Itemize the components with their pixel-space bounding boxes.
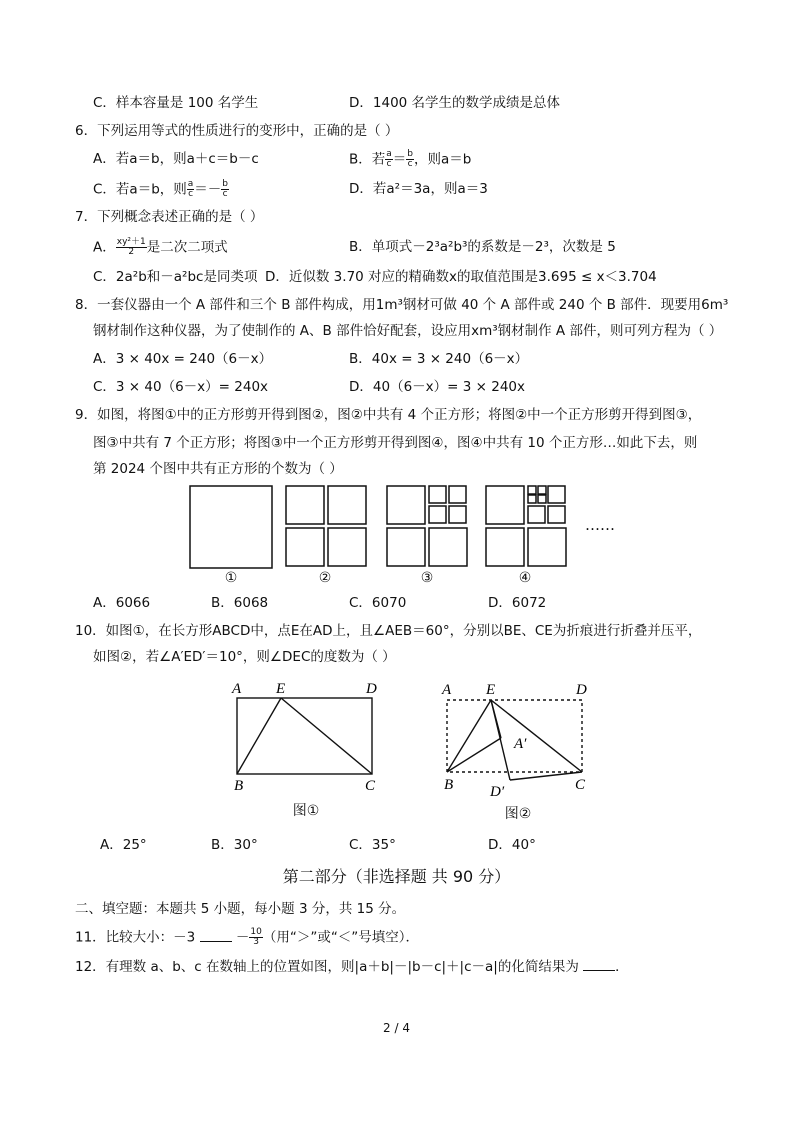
q6-option-c-frac-a: $\frac{a}{c}$ — [187, 179, 194, 199]
q9-figure3-square-bl — [387, 528, 425, 566]
q10-option-d: D．40° — [488, 837, 536, 853]
q11-frac-num: 10 — [250, 927, 262, 937]
q6-option-d: D．若a²＝3a，则a＝3 — [349, 181, 488, 197]
q9-figure3-small-3 — [429, 506, 446, 523]
q6-option-a: A．若a＝b，则a＋c＝b－c — [93, 151, 259, 167]
q10-fig2-label-D: D — [576, 682, 587, 698]
q10-fig2-caption: 图② — [504, 806, 532, 822]
q11-answer-blank[interactable] — [200, 929, 232, 942]
q12-text: 12．有理数 a、b、c 在数轴上的位置如图，则|a＋b|－|b－c|＋|c－a|的化简结果为 — [75, 959, 579, 975]
q10-fig1-label-C: C — [365, 778, 376, 794]
q9-caption-4: ④ — [518, 570, 532, 586]
q8-option-a: A．3 × 40x = 240（6－x） — [93, 351, 273, 367]
q8-option-d: D．40（6－x）= 3 × 240x — [349, 379, 525, 395]
q9-figure4-tiny-2 — [538, 486, 546, 494]
q10-fig1-segment-EC — [281, 698, 372, 774]
q9-figure3-square-tl — [387, 486, 425, 524]
q8-stem-line2: 钢材制作这种仪器，为了使制作的 A、B 部件恰好配套，设应用xm³钢材制作 A 部件，则可列方程为（ ） — [93, 323, 723, 339]
q9-figure2-square-bl — [286, 528, 324, 566]
q10-fig1-rectangle — [237, 698, 372, 774]
q9-caption-3: ③ — [420, 570, 434, 586]
q10-fig2-segment-EC — [491, 700, 582, 772]
q10-fig2-segment-EB — [447, 700, 491, 772]
q7-option-c: C．2a²b和－a²bc是同类项 — [93, 269, 258, 285]
q9-figure2-square-tr — [328, 486, 366, 524]
q6-stem: 6．下列运用等式的性质进行的变形中，正确的是（ ） — [75, 123, 399, 139]
q9-figure3-square-br — [429, 528, 467, 566]
q9-figure4-small-2 — [548, 486, 565, 503]
q11-post: （用“＞”或“＜”号填空）． — [262, 929, 420, 946]
q6-option-c-frac-b: $\frac{b}{c}$ — [222, 179, 229, 199]
q8-stem-line1: 8．一套仪器由一个 A 部件和三个 B 部件构成，用1m³钢材可做 40 个 A 部件或 240 个 B 部件．现要用6m³ — [75, 297, 729, 313]
q10-figure2 — [438, 678, 598, 804]
q9-ellipsis: …… — [585, 516, 615, 534]
q9-option-c: C．6070 — [349, 595, 407, 611]
q7-option-a-pre: A． — [93, 239, 116, 256]
q9-option-a: A．6066 — [93, 595, 151, 611]
q10-stem-line2: 如图②，若∠A′ED′＝10°，则∠DEC的度数为（ ） — [93, 649, 396, 665]
q7-stem: 7．下列概念表述正确的是（ ） — [75, 209, 264, 225]
section2-heading: 二、填空题：本题共 5 小题，每小题 3 分，共 15 分。 — [75, 901, 406, 917]
q9-figure2-square-tl — [286, 486, 324, 524]
q11-fraction — [249, 928, 262, 947]
q10-stem-line1: 10．如图①，在长方形ABCD中，点E在AD上，且∠AEB＝60°，分别以BE、CE为折痕进行折叠并压平， — [75, 623, 702, 639]
q5-option-c: C．样本容量是 100 名学生 — [93, 95, 259, 111]
q11-frac-den: 3 — [253, 937, 259, 947]
q9-option-b: B．6068 — [211, 595, 269, 611]
q11 — [75, 928, 419, 947]
q9-caption-2: ② — [318, 570, 332, 586]
q10-fig1-label-A: A — [232, 681, 242, 697]
q9-figure4-square-tl — [486, 486, 524, 524]
q9-figure2-square-br — [328, 528, 366, 566]
q10-fig2-segment-D2C — [510, 772, 582, 780]
q7-option-a-post: 是二次二项式 — [146, 239, 228, 256]
page-number: 2 / 4 — [383, 1021, 410, 1035]
q8-option-b: B．40x = 3 × 240（6－x） — [349, 351, 529, 367]
q9-figure4-small-4 — [548, 506, 565, 523]
q10-fig2-label-A-prime: A′ — [514, 736, 527, 752]
q6-option-b-pre: B．若 — [349, 151, 386, 168]
q12 — [75, 958, 629, 976]
q6-option-c: C．若a＝b，则 $\frac{a}{c}$ ＝－ $\frac{b}{c}$ — [93, 179, 229, 199]
q9-figure1-square — [190, 486, 272, 568]
q7-option-b: B．单项式－2³a²b³的系数是－2³，次数是 5 — [349, 239, 616, 255]
q6-option-b: B．若 $\frac{a}{c}$ ＝ $\frac{b}{c}$ ，则a＝b — [349, 149, 472, 169]
q9-caption-1: ① — [224, 570, 238, 586]
q10-fig1-segment-EB — [237, 698, 281, 774]
q9-figure3-small-1 — [429, 486, 446, 503]
q8-option-c: C．3 × 40（6－x）= 240x — [93, 379, 269, 395]
q9-stem-line2: 图③中共有 7 个正方形；将图③中一个正方形剪开得到图④，图④中共有 10 个正方形…如此下去，则 — [93, 435, 698, 451]
q12-end: ． — [615, 959, 629, 975]
q10-figure1 — [228, 678, 388, 798]
q11-mid: － — [235, 929, 250, 946]
q10-fig1-caption: 图① — [292, 803, 320, 819]
q7-option-a — [93, 238, 228, 257]
q10-fig2-label-C: C — [575, 777, 586, 793]
q7-option-d: D．近似数 3.70 对应的精确数x的取值范围是3.695 ≤ x＜3.704 — [265, 269, 657, 285]
q9-option-d: D．6072 — [488, 595, 547, 611]
q9-figure4-tiny-1 — [528, 486, 536, 494]
q6-option-b-post: ，则a＝b — [414, 151, 472, 168]
q9-figure4-tiny-4 — [538, 495, 546, 503]
q9-figure4-small-3 — [528, 506, 545, 523]
q12-answer-blank[interactable] — [583, 958, 615, 971]
q9-figure3-small-2 — [449, 486, 466, 503]
q9-figure4-square-bl — [486, 528, 524, 566]
q5-option-d: D．1400 名学生的数学成绩是总体 — [349, 95, 561, 111]
q10-fig1-label-E: E — [276, 681, 286, 697]
q10-fig2-label-D-prime: D′ — [490, 784, 505, 800]
q9-figure4-square-br — [528, 528, 566, 566]
q6-option-b-frac-a: $\frac{a}{c}$ — [386, 149, 392, 169]
q9-figure3-small-4 — [449, 506, 466, 523]
q10-fig2-label-B: B — [444, 777, 454, 793]
q10-fig2-label-E: E — [486, 682, 496, 698]
q6-option-c-pre: C．若a＝b，则 — [93, 181, 187, 198]
q10-fig1-label-B: B — [234, 778, 244, 794]
q11-pre: 11．比较大小：－3 — [75, 929, 196, 946]
q10-fig2-label-A: A — [442, 682, 452, 698]
q7-option-a-frac: $\frac{\text{xy²＋1}}{2}$ — [116, 237, 146, 257]
q9-square-figures — [186, 484, 646, 572]
q10-option-a: A．25° — [100, 837, 147, 853]
q9-stem-line3: 第 2024 个图中共有正方形的个数为（ ） — [93, 461, 343, 477]
q9-stem-line1: 9．如图，将图①中的正方形剪开得到图②，图②中共有 4 个正方形；将图②中一个正方形剪开得到图③， — [75, 407, 702, 423]
q6-option-b-frac-b: $\frac{b}{c}$ — [407, 149, 413, 169]
q10-option-b: B．30° — [211, 837, 258, 853]
q10-option-c: C．35° — [349, 837, 396, 853]
q9-figure4-tiny-3 — [528, 495, 536, 503]
q10-fig2-segment-A2B — [447, 738, 501, 772]
q10-fig1-label-D: D — [366, 681, 377, 697]
part2-title: 第二部分（非选择题 共 90 分） — [282, 867, 511, 886]
